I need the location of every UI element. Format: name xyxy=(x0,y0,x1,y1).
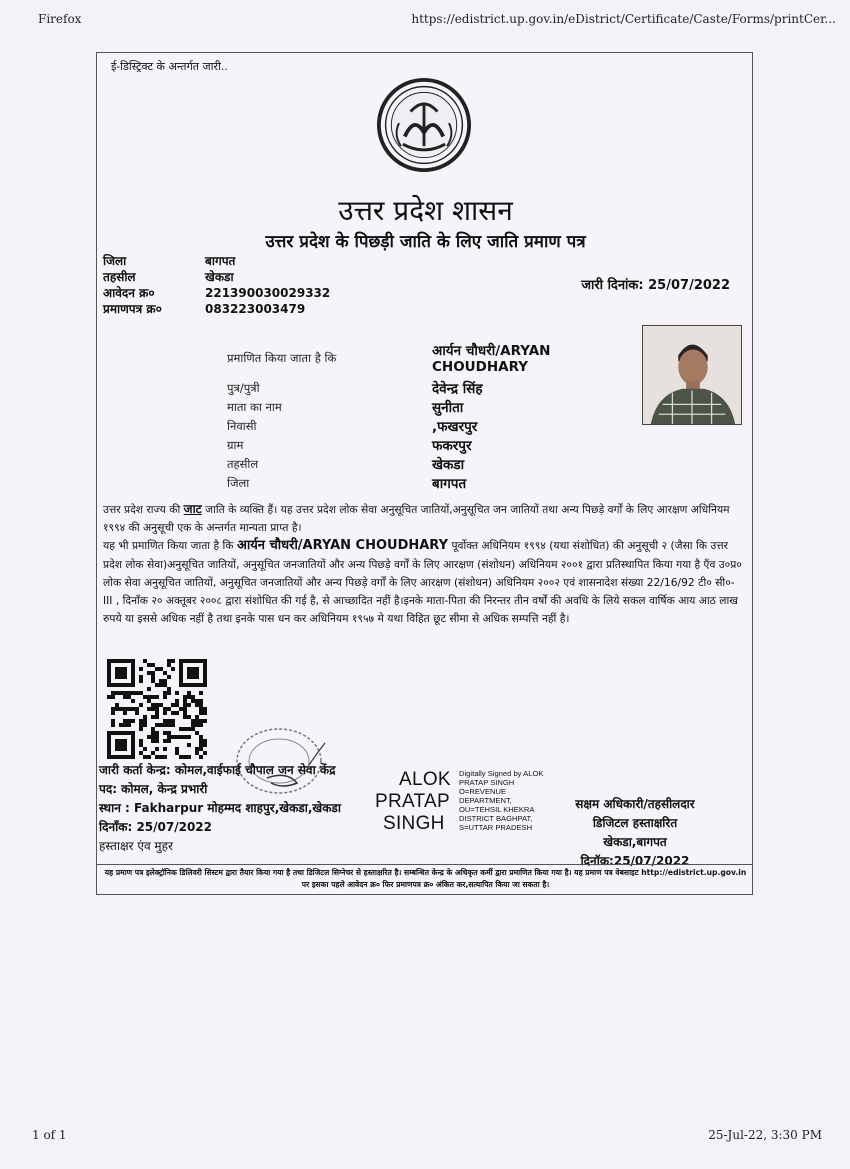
certificate-meta xyxy=(103,253,403,317)
browser-name: Firefox xyxy=(38,12,82,26)
detail-district-label: जिला xyxy=(227,476,250,490)
print-footer xyxy=(0,1128,850,1148)
issue-date-value: 25/07/2022 xyxy=(648,278,730,293)
application-number-value: 221390030029332 xyxy=(205,286,331,300)
certified-label: प्रमाणित किया जाता है कि xyxy=(227,351,337,365)
mother-value: सुनीता xyxy=(432,400,464,416)
resident-label: निवासी xyxy=(227,419,257,433)
officer-block xyxy=(535,795,735,871)
parent-value: देवेन्द्र सिंह xyxy=(432,381,483,397)
resident-value: ,फखरपुर xyxy=(432,419,478,435)
signature-details: Digitally Signed by ALOK PRATAP SINGH O=REVENUE DEPARTMENT, OU=TEHSIL KHEKRA DISTRICT BAGHPAT, S=UTTAR PRADESH xyxy=(459,769,544,832)
tehsil-value: खेकडा xyxy=(205,270,234,284)
officer-place: खेकडा,बागपत xyxy=(603,835,667,849)
village-value: फकरपुर xyxy=(432,438,472,454)
detail-district-value: बागपत xyxy=(432,476,467,492)
applicant-name: आर्यन चौधरी/ARYAN CHOUDHARY xyxy=(432,343,551,375)
qr-code-icon xyxy=(107,659,207,759)
signature-name-line3: SINGH xyxy=(383,813,445,834)
applicant-details xyxy=(227,343,627,493)
applicant-photo xyxy=(642,325,742,425)
tehsil-label: तहसील xyxy=(103,270,136,284)
page-url: https://edistrict.up.gov.in/eDistrict/Certificate/Caste/Forms/printCer... xyxy=(411,12,836,26)
certificate-number-label: प्रमाणपत्र क्र० xyxy=(103,302,162,316)
issuer-post: पद: कोमल, केन्द्र प्रभारी xyxy=(99,782,208,796)
detail-tehsil-label: तहसील xyxy=(227,457,259,471)
district-label: जिला xyxy=(103,254,127,268)
footnote: यह प्रमाण पत्र इलेक्ट्रॉनिक डिलिवरी सिस्टम द्वारा तैयार किया गया है तथा डिजिटल सिग्नेचर से हस्ताक्षरित है। सम्बन्धित केन्द्र के अधिकृत कर्मी द्वारा प्रमाणित किया गया है। यह प्रमाण पत्र वेबसाइट http://edistrict.up.gov.in पर इसका पहले आवेदन क्र० फिर प्रमाणपत्र क्र० अंकित कर,सत्यापित किया जा सकता है। xyxy=(104,868,747,889)
body-p1-start: उत्तर प्रदेश राज्य की xyxy=(103,503,181,516)
parent-label: पुत्र/पुत्री xyxy=(227,381,260,395)
print-timestamp: 25-Jul-22, 3:30 PM xyxy=(708,1128,822,1142)
body-p2-start: यह भी प्रमाणित किया जाता है कि xyxy=(103,539,234,553)
footnote-divider xyxy=(97,864,752,865)
print-header xyxy=(0,12,850,32)
issuer-date: दिनाँक: 25/07/2022 xyxy=(99,820,213,834)
body-applicant-name: आर्यन चौधरी/ARYAN CHOUDHARY xyxy=(236,538,449,554)
officer-signed: डिजिटल हस्ताक्षरित xyxy=(592,816,678,830)
district-value: बागपत xyxy=(205,254,236,268)
officer-title: सक्षम अधिकारी/तहसीलदार xyxy=(575,797,695,811)
issuer-centre: जारी कर्ता केन्द्र: कोमल,वाईफाई चौपाल जन सेवा केंद्र xyxy=(99,763,336,777)
digital-signature xyxy=(375,769,544,839)
issue-date xyxy=(581,275,730,293)
issue-date-label: जारी दिनांक: xyxy=(581,278,644,293)
government-title: उत्तर प्रदेश शासन xyxy=(338,194,513,227)
body-p2-end: पूर्वोक्त अधिनियम १९९४ (यथा संशोधित) की अनुसूची २ (जैसा कि उत्तर प्रदेश लोक सेवा)अनुसूचित जातियों, अनुसूचित जनजातियों और अन्य पिछड़े वर्गों के लिए आरक्षण (संशोधन) अधिनियम २००१ द्वारा प्रतिस्थापित किया गया है एँव उ०प्र० लोक सेवा अनुसूचित जातियों, अनुसूचित जनजातियों और अन्य पिछड़े वर्गों के लिए आरक्षण (संशोधन) अधिनियम २००२ एवं शासनादेश संख्या 22/16/92 टी० सी०-III , दिनाँक २० अक्तूबर २००८ द्वारा संशोधित की गई है, से आच्छादित नहीं है।इनके माता-पिता की निरन्तर तीन वर्षों की अवधि के लिये सकल वार्षिक आय आठ लाख रुपये या इससे अधिक नहीं है तथा इनके पास धन कर अधिनियम १९५७ मे यथा विहित छूट सीमा से अधिक सम्पत्ति नहीं है। xyxy=(103,539,742,626)
village-label: ग्राम xyxy=(227,438,244,452)
issuer-block xyxy=(99,761,341,856)
officer-date: दिनॉक:25/07/2022 xyxy=(580,854,690,868)
issued-by-note: ई-डिस्ट्रिक्ट के अन्तर्गत जारी.. xyxy=(111,60,228,73)
signature-name-line2: PRATAP xyxy=(375,791,450,812)
body-p1-end: जाति के व्यक्ति हैं। यह उत्तर प्रदेश लोक सेवा अनुसूचित जातियों,अनुसूचित जन जातियों तथा अन्य पिछड़े वर्गों के लिए आरक्षण अधिनियम १९९४ की अनुसूची एक के अन्तर्गत मान्यता प्राप्त है। xyxy=(103,503,730,535)
mother-label: माता का नाम xyxy=(227,400,282,414)
issuer-sign-seal: हस्ताक्षर एंव मुहर xyxy=(99,839,173,853)
certificate-title: उत्तर प्रदेश के पिछड़ी जाति के लिए जाति प्रमाण पत्र xyxy=(265,232,586,252)
caste-name: जाट xyxy=(183,502,202,516)
certificate-number-value: 083223003479 xyxy=(205,302,306,316)
up-government-emblem-icon xyxy=(376,77,472,173)
application-number-label: आवेदन क्र० xyxy=(103,286,155,300)
caste-certificate xyxy=(96,52,753,895)
signature-name-line1: ALOK xyxy=(399,769,451,790)
page-number: 1 of 1 xyxy=(32,1128,67,1142)
certificate-body xyxy=(103,500,743,628)
issuer-place: स्थान : Fakharpur मोहम्मद शाहपुर,खेकडा,खेकडा xyxy=(99,801,341,815)
detail-tehsil-value: खेकडा xyxy=(432,457,465,473)
